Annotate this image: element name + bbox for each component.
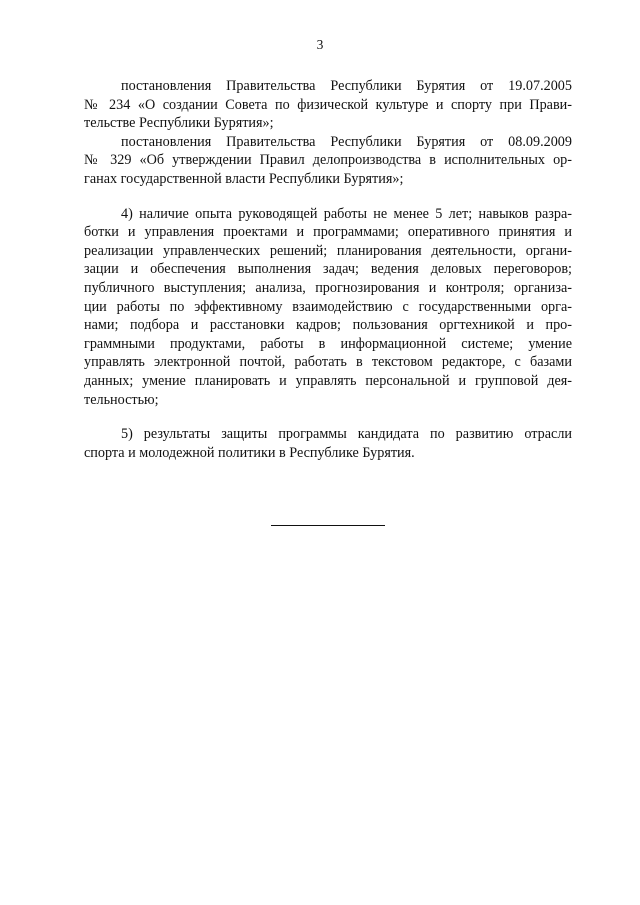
text-line: постановления Правительства Республики Бурятия от 19.07.2005 bbox=[121, 78, 572, 94]
text-line: тельстве Республики Бурятия»; bbox=[84, 115, 274, 132]
text-line: 5) результаты защиты программы кандидата по развитию отрасли bbox=[121, 426, 572, 443]
text-line: ботки и управления проектами и программами; оперативного принятия и bbox=[84, 224, 572, 241]
paragraph-item-5 bbox=[84, 425, 572, 462]
end-divider-line bbox=[271, 525, 385, 526]
text-line: № 329 «Об утверждении Правил делопроизводства в исполнительных ор- bbox=[84, 152, 572, 169]
text-line: № 234 «О создании Совета по физической культуре и спорту при Прави- bbox=[84, 96, 572, 113]
paragraph-item-4 bbox=[84, 205, 572, 410]
document-body bbox=[84, 77, 572, 462]
text-line: публичного выступления; анализа, прогнозирования и контроля; организа- bbox=[84, 279, 572, 296]
text-line: постановления Правительства Республики Бурятия от 08.09.2009 bbox=[121, 133, 572, 150]
text-line: граммными продуктами, работы в информационной системе; умение bbox=[84, 335, 572, 352]
text-line: данных; умение планировать и управлять персональной и групповой дея- bbox=[84, 372, 572, 389]
paragraph-resolution-329 bbox=[84, 133, 572, 189]
text-line: зации и обеспечения выполнения задач; ведения деловых переговоров; bbox=[84, 261, 572, 278]
text-line: тельностью; bbox=[84, 391, 159, 408]
text-line: 4) наличие опыта руководящей работы не менее 5 лет; навыков разра- bbox=[121, 205, 572, 222]
text-line: управлять электронной почтой, работать в текстовом редакторе, с базами bbox=[84, 354, 572, 371]
paragraph-gap bbox=[84, 409, 572, 425]
paragraph-gap bbox=[84, 189, 572, 205]
text-line: ганах государственной власти Республики Бурятия»; bbox=[84, 170, 404, 187]
paragraph-resolution-234 bbox=[84, 77, 572, 133]
text-line: спорта и молодежной политики в Республике Бурятия. bbox=[84, 444, 415, 461]
page-number: 3 bbox=[316, 37, 324, 52]
text-line: нами; подбора и расстановки кадров; пользования оргтехникой и про- bbox=[84, 317, 572, 334]
text-line: реализации управленческих решений; планирования деятельности, органи- bbox=[84, 242, 572, 259]
text-line: ции работы по эффективному взаимодействию с государственными орга- bbox=[84, 298, 572, 315]
